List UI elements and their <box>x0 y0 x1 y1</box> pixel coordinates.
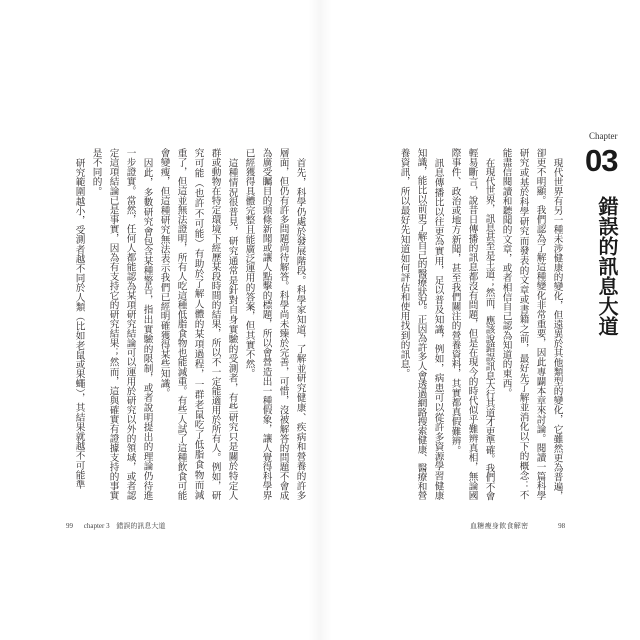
chapter-number: 03 <box>585 143 618 178</box>
page-number: 99 <box>66 522 73 530</box>
text-column: 能盡信閱讀和聽聞的文章，或者相信自己認為知道的東西。 <box>500 148 512 398</box>
text-column: 會變瘦，但這種研究無法表示我們已經明確獲得某些知識。 <box>158 148 170 398</box>
text-column: 一步證實。當然，任何人都能認為某項研究結論可以運用於研究以外的領域，或者認 <box>124 148 136 500</box>
chapter-label: Chapter <box>589 131 618 141</box>
text-column: 研究範圍越小，受測者越不同於人類（比如老鼠或果蠅），其結果就越不可能準 <box>73 157 85 489</box>
text-column: 現代世界有另一種未涉健康的變化，但遠異於其他類型的變化，它雖然更為普遍， <box>551 157 563 500</box>
book-gutter <box>308 0 332 640</box>
text-column: 定這項結論已是事實，因為有支持它的研究結果；然而，這與確實有證據支持的事實 <box>107 148 119 500</box>
text-column: 卻更不明顯。我們認為了解這種變化非常重要，因此專闢本章來討論。閱讀一篇科學 <box>534 148 546 500</box>
left-page-footer <box>66 521 165 531</box>
text-column: 在現代世界，訊息甚至是王道；然而，應該說錯誤訊息大行其道才更準確。我們不會 <box>483 157 495 500</box>
text-column: 層面，但仍有許多問題尚待解答。科學尚未臻於完善，可惜，沒被解答的問題不會成 <box>277 148 289 500</box>
text-column: 群或動物在特定環境下經歷某段時間的結果，所以不一定能適用於所有人。例如，研 <box>209 148 221 500</box>
text-column: 已經獲得具體完整且能廣泛運用的答案，但其實不然。 <box>243 148 255 379</box>
text-column: 究可能（也許不可能）有助於了解人體的某項過程，一群老鼠吃了低脂食物而減 <box>192 148 204 500</box>
text-column: 首先，科學仍處於發展階段。科學家知道，了解並研究健康、疾病和營養的許多 <box>294 157 306 500</box>
text-column: 因此，多數研究會包含某種警告，指出實驗的限制，或者說明提出的理論仍待進 <box>141 157 153 500</box>
text-column: 訊息傳播比以往更為實用，足以普及知識，例如，病患可以從許多資源學習健康 <box>432 157 444 500</box>
text-column: 養資訊，所以最好先知道如何評估和使用找到的訊息。 <box>398 148 410 379</box>
text-column: 為廣受矚目的頭條新聞或讓人點擊的標題，所以會營造出一種假象，讓人覺得科學界 <box>260 148 272 500</box>
page-number: 98 <box>558 522 566 530</box>
right-page-footer <box>470 521 565 531</box>
text-column: 重了，但這並無法證明，所有人吃這種低脂食物也能減重。有些人試了這種飲食可能 <box>175 148 187 500</box>
text-column: 研究或基於科學研究而發表的文章或書籍之前，最好先了解並消化以下的概念：不 <box>517 148 529 500</box>
text-column: 輕易斷言，說昔日傳播的訊息都沒有問題，但是在現今的時代似乎難辨真相，無論國 <box>466 148 478 500</box>
text-column: 知識，能比以前更了解自己的醫療狀況。正因為許多人會透過網路搜索健康、醫療和營 <box>415 148 427 500</box>
running-head-chapter-title: 錯誤的訊息大道 <box>116 522 166 530</box>
chapter-title: 錯誤的訊息大道 <box>595 196 617 336</box>
text-column: 際事件、政治或地方新聞，甚至我們關注的營養資料，其實都真假難辨。 <box>449 148 461 456</box>
text-column: 是不同的。 <box>90 148 102 196</box>
running-head-book-title: 血糖瘦身飲食解密 <box>470 522 529 530</box>
running-head-chapter: chapter 3 <box>83 522 110 530</box>
text-column: 這種情況很普見，研究通常是針對自身實驗的受測者，有些研究只是關於特定人 <box>226 157 238 500</box>
